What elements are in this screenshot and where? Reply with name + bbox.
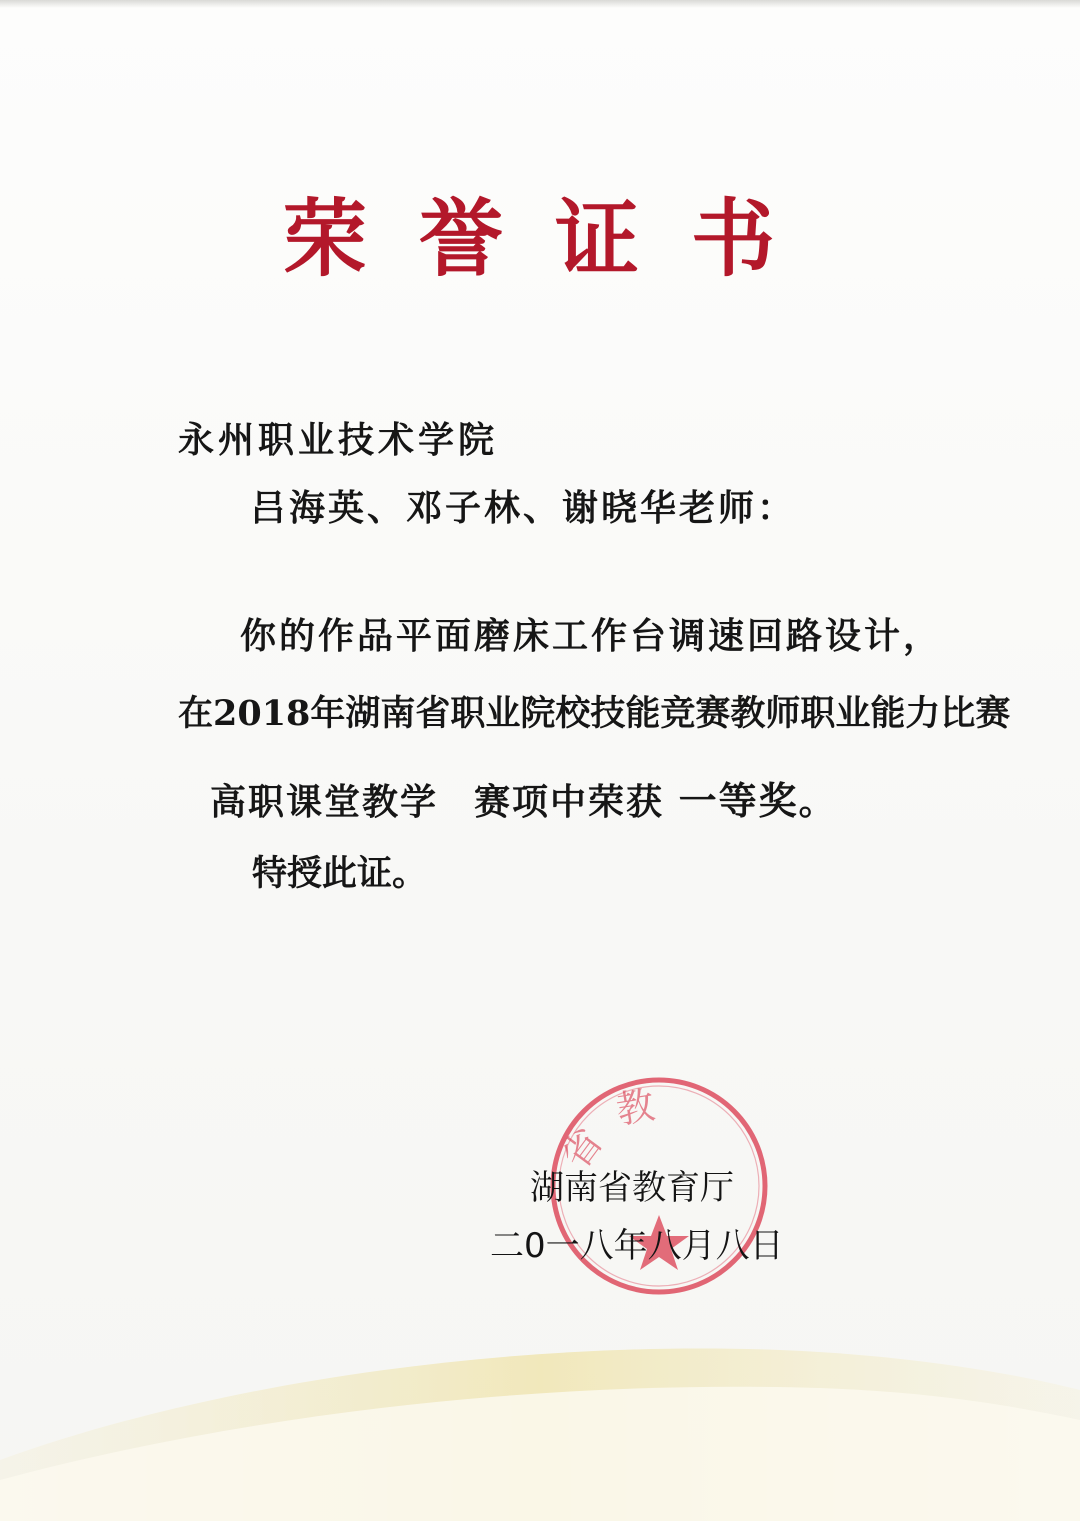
svg-text:省教: 省教	[553, 1079, 678, 1177]
recipient-names: 吕海英、邓子林、谢晓华老师：	[250, 487, 797, 529]
body-line-award	[210, 770, 837, 825]
recipient-organization: 永州职业技术学院	[178, 419, 499, 461]
body-line-competition: 在2018年湖南省职业院校技能竞赛教师职业能力比赛	[178, 693, 1011, 734]
award-level: 一等奖	[678, 778, 799, 823]
body-line-work: 你的作品平面磨床工作台调速回路设计，	[240, 615, 943, 657]
certificate-title: 荣誉证书	[282, 189, 827, 288]
award-period: 。	[798, 781, 837, 823]
issue-date: 二0一八年八月八日	[490, 1226, 784, 1266]
decorative-wave	[0, 1310, 1080, 1521]
issuer-name: 湖南省教育厅	[530, 1168, 734, 1208]
event-name: 高职课堂教学	[210, 781, 439, 823]
paper-top-edge	[0, 0, 1080, 8]
closing-line: 特授此证。	[252, 853, 428, 894]
award-phrase: 赛项中荣获	[474, 781, 665, 823]
